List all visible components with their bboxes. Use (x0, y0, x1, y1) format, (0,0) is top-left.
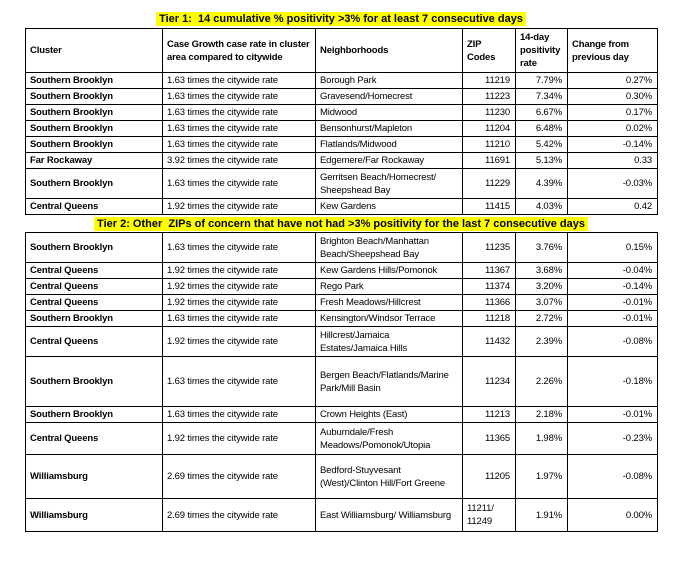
tier1-title-highlight: Tier 1: 14 cumulative % positivity >3% for at least 7 consecutive days (156, 12, 526, 26)
cell-zip: 11234 (463, 357, 516, 407)
cell-zip: 11432 (463, 327, 516, 357)
table-row (26, 169, 658, 199)
cell-positivity: 7.79% (516, 73, 568, 89)
table-row (26, 89, 658, 105)
column-header-change: Change from previous day (568, 29, 658, 73)
cell-change: 0.27% (568, 73, 658, 89)
column-header-cluster: Cluster (26, 29, 163, 73)
cell-case-growth: 1.92 times the citywide rate (163, 423, 316, 455)
cell-positivity: 5.13% (516, 153, 568, 169)
cell-neighborhoods: Crown Heights (East) (316, 407, 463, 423)
cell-neighborhoods: Borough Park (316, 73, 463, 89)
cell-cluster: Southern Brooklyn (26, 357, 163, 407)
tier2-title-highlight: Tier 2: Other ZIPs of concern that have not had >3% positivity for the last 7 consecutive days (94, 217, 588, 231)
cell-change: -0.03% (568, 169, 658, 199)
cell-change: -0.18% (568, 357, 658, 407)
cell-cluster: Southern Brooklyn (26, 73, 163, 89)
cell-case-growth: 1.63 times the citywide rate (163, 357, 316, 407)
cell-neighborhoods: Rego Park (316, 279, 463, 295)
cell-cluster: Southern Brooklyn (26, 137, 163, 153)
cell-case-growth: 1.63 times the citywide rate (163, 89, 316, 105)
table-row (26, 105, 658, 121)
cell-neighborhoods: Auburndale/Fresh Meadows/Pomonok/Utopia (316, 423, 463, 455)
cell-cluster: Williamsburg (26, 455, 163, 499)
cell-neighborhoods: Bedford-Stuyvesant (West)/Clinton Hill/Fort Greene (316, 455, 463, 499)
cell-positivity: 2.39% (516, 327, 568, 357)
cell-case-growth: 2.69 times the citywide rate (163, 455, 316, 499)
cell-positivity: 4.03% (516, 199, 568, 215)
tier2-title (25, 216, 657, 231)
cell-case-growth: 1.63 times the citywide rate (163, 137, 316, 153)
cell-cluster: Southern Brooklyn (26, 311, 163, 327)
cell-positivity: 6.48% (516, 121, 568, 137)
cell-neighborhoods: Midwood (316, 105, 463, 121)
cell-case-growth: 3.92 times the citywide rate (163, 153, 316, 169)
column-header-neighborhoods: Neighborhoods (316, 29, 463, 73)
cell-zip: 11213 (463, 407, 516, 423)
cell-change: 0.15% (568, 233, 658, 263)
cell-positivity: 3.07% (516, 295, 568, 311)
cell-zip: 11223 (463, 89, 516, 105)
cell-positivity: 2.26% (516, 357, 568, 407)
cell-neighborhoods: Gerritsen Beach/Homecrest/ Sheepshead Bay (316, 169, 463, 199)
header-row (26, 29, 658, 73)
cell-change: 0.02% (568, 121, 658, 137)
cell-neighborhoods: Bensonhurst/Mapleton (316, 121, 463, 137)
cell-positivity: 4.39% (516, 169, 568, 199)
cell-change: -0.01% (568, 311, 658, 327)
cell-change: -0.01% (568, 295, 658, 311)
table-row (26, 199, 658, 215)
cell-zip: 11374 (463, 279, 516, 295)
cell-cluster: Southern Brooklyn (26, 407, 163, 423)
table-row (26, 233, 658, 263)
table-row (26, 407, 658, 423)
cell-cluster: Central Queens (26, 279, 163, 295)
cell-neighborhoods: Kew Gardens Hills/Pomonok (316, 263, 463, 279)
cell-cluster: Far Rockaway (26, 153, 163, 169)
cell-positivity: 3.20% (516, 279, 568, 295)
cell-zip: 11235 (463, 233, 516, 263)
cell-case-growth: 2.69 times the citywide rate (163, 499, 316, 532)
cell-zip: 11204 (463, 121, 516, 137)
cell-cluster: Central Queens (26, 423, 163, 455)
cell-change: -0.08% (568, 455, 658, 499)
tier1-table (25, 28, 658, 215)
table-row (26, 499, 658, 532)
cell-case-growth: 1.92 times the citywide rate (163, 199, 316, 215)
cell-cluster: Southern Brooklyn (26, 89, 163, 105)
cell-case-growth: 1.92 times the citywide rate (163, 279, 316, 295)
document (25, 11, 657, 532)
cell-change: 0.00% (568, 499, 658, 532)
cell-cluster: Williamsburg (26, 499, 163, 532)
table-row (26, 73, 658, 89)
cell-positivity: 3.68% (516, 263, 568, 279)
table-row (26, 263, 658, 279)
cell-cluster: Southern Brooklyn (26, 105, 163, 121)
cell-neighborhoods: Flatlands/Midwood (316, 137, 463, 153)
cell-zip: 11218 (463, 311, 516, 327)
cell-zip: 11210 (463, 137, 516, 153)
table-row (26, 423, 658, 455)
cell-case-growth: 1.63 times the citywide rate (163, 407, 316, 423)
cell-zip: 11230 (463, 105, 516, 121)
cell-positivity: 6.67% (516, 105, 568, 121)
cell-positivity: 1.98% (516, 423, 568, 455)
cell-change: -0.08% (568, 327, 658, 357)
cell-cluster: Central Queens (26, 263, 163, 279)
cell-cluster: Central Queens (26, 199, 163, 215)
cell-change: -0.14% (568, 137, 658, 153)
cell-cluster: Southern Brooklyn (26, 169, 163, 199)
cell-cluster: Central Queens (26, 295, 163, 311)
column-header-positivity-rate: 14-day positivity rate (516, 29, 568, 73)
cell-cluster: Southern Brooklyn (26, 121, 163, 137)
cell-case-growth: 1.92 times the citywide rate (163, 327, 316, 357)
tier1-table-header (26, 29, 658, 73)
cell-cluster: Central Queens (26, 327, 163, 357)
table-row (26, 137, 658, 153)
cell-zip: 11366 (463, 295, 516, 311)
cell-positivity: 7.34% (516, 89, 568, 105)
cell-positivity: 1.91% (516, 499, 568, 532)
cell-neighborhoods: Fresh Meadows/Hillcrest (316, 295, 463, 311)
cell-neighborhoods: Edgemere/Far Rockaway (316, 153, 463, 169)
table-row (26, 121, 658, 137)
cell-change: 0.42 (568, 199, 658, 215)
cell-change: -0.01% (568, 407, 658, 423)
cell-zip: 11205 (463, 455, 516, 499)
table-row (26, 357, 658, 407)
cell-change: -0.04% (568, 263, 658, 279)
tier2-table-body (26, 233, 658, 532)
tier1-title (25, 11, 657, 26)
cell-neighborhoods: Brighton Beach/Manhattan Beach/Sheepshead Bay (316, 233, 463, 263)
cell-neighborhoods: Kensington/Windsor Terrace (316, 311, 463, 327)
cell-change: 0.33 (568, 153, 658, 169)
tier1-table-body (26, 73, 658, 215)
cell-neighborhoods: East Williamsburg/ Williamsburg (316, 499, 463, 532)
cell-zip: 11229 (463, 169, 516, 199)
cell-positivity: 3.76% (516, 233, 568, 263)
cell-positivity: 2.72% (516, 311, 568, 327)
cell-zip: 11211/ 11249 (463, 499, 516, 532)
cell-neighborhoods: Hillcrest/Jamaica Estates/Jamaica Hills (316, 327, 463, 357)
cell-change: 0.17% (568, 105, 658, 121)
cell-case-growth: 1.63 times the citywide rate (163, 311, 316, 327)
table-row (26, 279, 658, 295)
table-row (26, 295, 658, 311)
cell-cluster: Southern Brooklyn (26, 233, 163, 263)
cell-neighborhoods: Gravesend/Homecrest (316, 89, 463, 105)
cell-neighborhoods: Bergen Beach/Flatlands/Marine Park/Mill Basin (316, 357, 463, 407)
table-row (26, 455, 658, 499)
cell-case-growth: 1.63 times the citywide rate (163, 105, 316, 121)
cell-neighborhoods: Kew Gardens (316, 199, 463, 215)
tier2-table (25, 232, 658, 532)
table-row (26, 311, 658, 327)
cell-case-growth: 1.92 times the citywide rate (163, 295, 316, 311)
cell-positivity: 5.42% (516, 137, 568, 153)
cell-zip: 11691 (463, 153, 516, 169)
column-header-case-growth: Case Growth case rate in cluster area compared to citywide (163, 29, 316, 73)
cell-change: -0.23% (568, 423, 658, 455)
cell-case-growth: 1.63 times the citywide rate (163, 73, 316, 89)
cell-positivity: 2.18% (516, 407, 568, 423)
table-row (26, 153, 658, 169)
cell-case-growth: 1.63 times the citywide rate (163, 121, 316, 137)
cell-zip: 11365 (463, 423, 516, 455)
cell-change: -0.14% (568, 279, 658, 295)
cell-case-growth: 1.63 times the citywide rate (163, 169, 316, 199)
cell-case-growth: 1.92 times the citywide rate (163, 263, 316, 279)
cell-change: 0.30% (568, 89, 658, 105)
cell-zip: 11219 (463, 73, 516, 89)
cell-positivity: 1.97% (516, 455, 568, 499)
column-header-zip-codes: ZIP Codes (463, 29, 516, 73)
table-row (26, 327, 658, 357)
cell-case-growth: 1.63 times the citywide rate (163, 233, 316, 263)
cell-zip: 11367 (463, 263, 516, 279)
cell-zip: 11415 (463, 199, 516, 215)
